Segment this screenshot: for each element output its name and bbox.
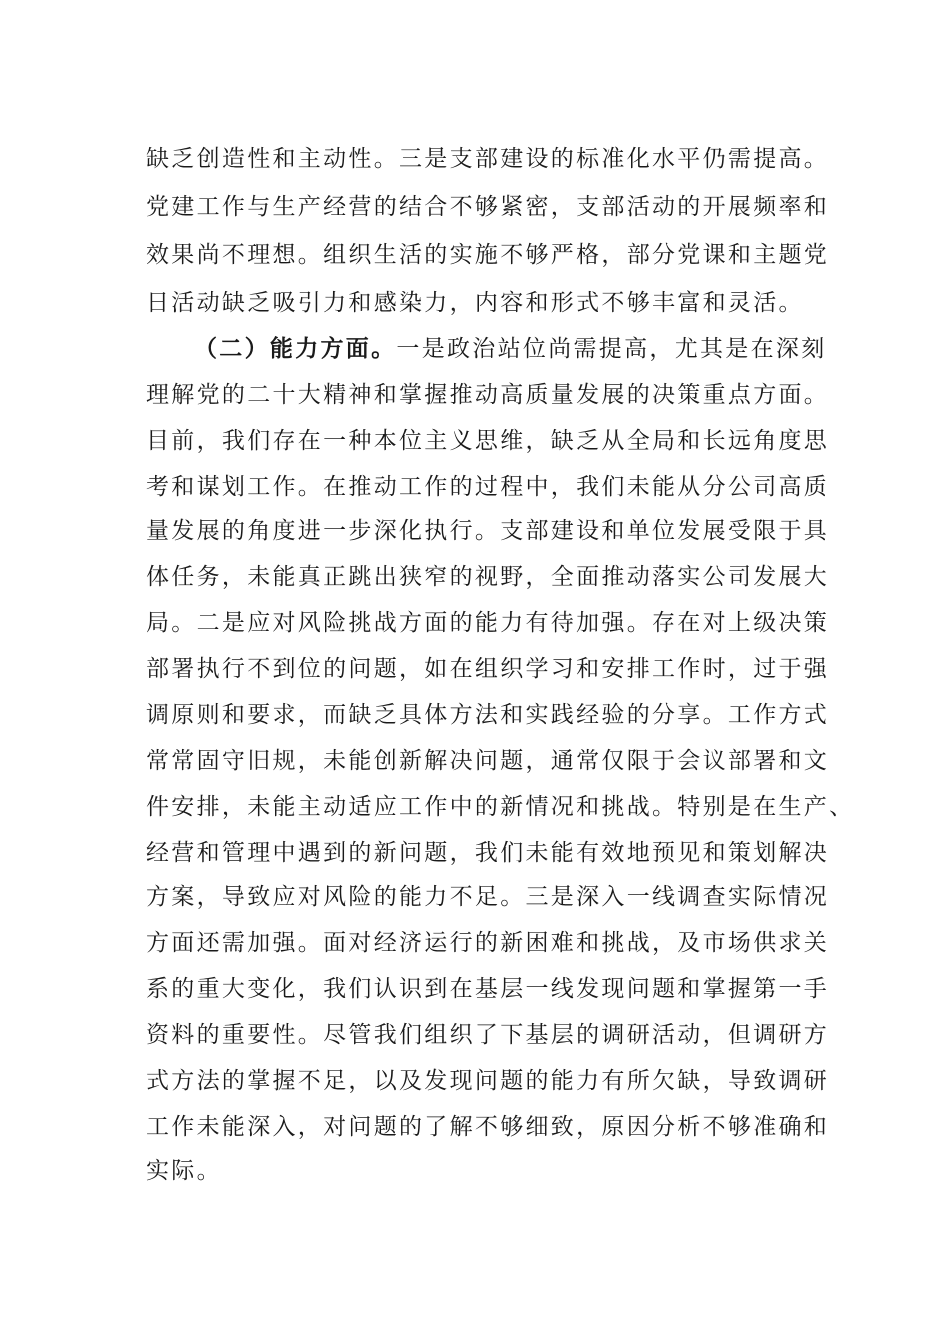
paragraph-line: 党建工作与生产经营的结合不够紧密，支部活动的开展频率和 <box>146 194 830 220</box>
paragraph-line: 调原则和要求，而缺乏具体方法和实践经验的分享。工作方式 <box>146 702 830 728</box>
paragraph-line: 方面还需加强。面对经济运行的新困难和挑战，及市场供求关 <box>146 930 830 956</box>
section-first-line-text: 一是政治站位尚需提高，尤其是在深刻 <box>396 336 827 362</box>
paragraph-line: 式方法的掌握不足，以及发现问题的能力有所欠缺，导致调研 <box>146 1068 830 1094</box>
paragraph-line: 经营和管理中遇到的新问题，我们未能有效地预见和策划解决 <box>146 840 830 866</box>
paragraph-line: 局。二是应对风险挑战方面的能力有待加强。存在对上级决策 <box>146 610 830 636</box>
paragraph-line: 部署执行不到位的问题，如在组织学习和安排工作时，过于强 <box>146 656 830 682</box>
paragraph-line: 常常固守旧规，未能创新解决问题，通常仅限于会议部署和文 <box>146 748 830 774</box>
paragraph-line: 量发展的角度进一步深化执行。支部建设和单位发展受限于具 <box>146 518 830 544</box>
section-heading: （二）能力方面。 <box>194 336 397 362</box>
paragraph-line: 工作未能深入，对问题的了解不够细致，原因分析不够准确和 <box>146 1114 830 1140</box>
paragraph-line: 效果尚不理想。组织生活的实施不够严格，部分党课和主题党 <box>146 242 830 268</box>
paragraph-line: 日活动缺乏吸引力和感染力，内容和形式不够丰富和灵活。 <box>146 290 804 316</box>
paragraph-line: 系的重大变化，我们认识到在基层一线发现问题和掌握第一手 <box>146 976 830 1002</box>
paragraph-line: 方案，导致应对风险的能力不足。三是深入一线调查实际情况 <box>146 884 830 910</box>
paragraph-line: 理解党的二十大精神和掌握推动高质量发展的决策重点方面。 <box>146 382 830 408</box>
paragraph-line: 实际。 <box>146 1158 222 1184</box>
paragraph-line: 考和谋划工作。在推动工作的过程中，我们未能从分公司高质 <box>146 474 830 500</box>
paragraph-line: 目前，我们存在一种本位主义思维，缺乏从全局和长远角度思 <box>146 428 830 454</box>
paragraph-line: 体任务，未能真正跳出狭窄的视野，全面推动落实公司发展大 <box>146 564 830 590</box>
paragraph-line: 缺乏创造性和主动性。三是支部建设的标准化水平仍需提高。 <box>146 146 830 172</box>
paragraph-line: 件安排，未能主动适应工作中的新情况和挑战。特别是在生产、 <box>146 794 855 820</box>
paragraph-line: 资料的重要性。尽管我们组织了下基层的调研活动，但调研方 <box>146 1022 830 1048</box>
section-first-line <box>194 332 874 366</box>
